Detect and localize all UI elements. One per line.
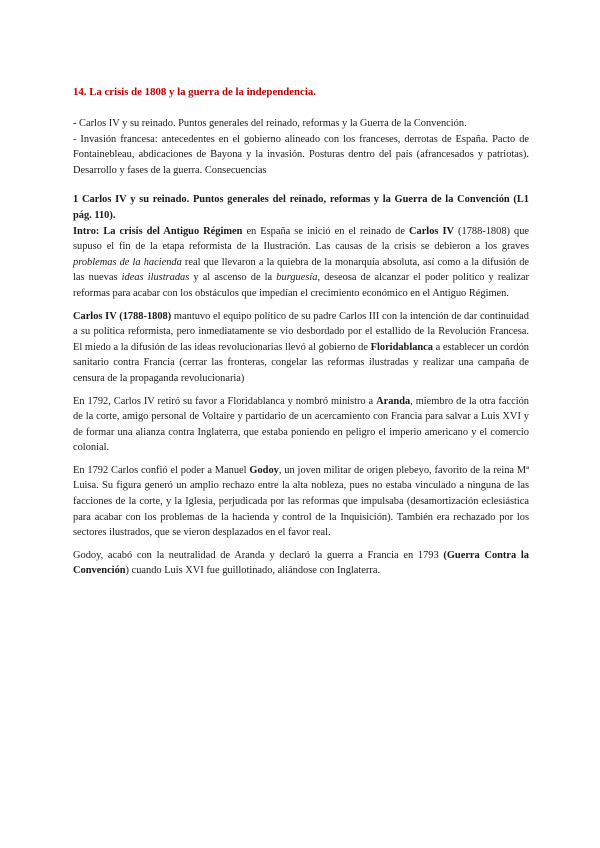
godoy-term: Godoy bbox=[249, 464, 279, 476]
text: a establecer un cordón sanitario contra Francia (cerrar las fronteras, congelar las reformas ilustradas y realizar una campaña de censura de la propaganda revolucionaria) bbox=[73, 341, 529, 384]
section-heading: 1 Carlos IV y su reinado. Puntos generales del reinado, reformas y la Guerra de la Convención (L1 pág. 110). bbox=[73, 194, 529, 221]
summary-item: - Carlos IV y su reinado. Puntos generales del reinado, reformas y la Guerra de la Convención. bbox=[73, 118, 467, 129]
text: (1788-1808) que supuso el fin de la etapa reformista de la Ilustración. Las causas de la crisis se debieron a los graves bbox=[73, 225, 529, 253]
text: en España se inició en el reinado de bbox=[242, 225, 409, 237]
aranda-term: Aranda bbox=[376, 395, 411, 407]
text: , deseosa de alcanzar el poder político y realizar reformas para acabar con los obstáculos que impedían el crecimiento económico en el Antiguo Régimen. bbox=[73, 272, 529, 299]
text: ) cuando Luis XVI fue guillotinado, aliándose con Inglaterra. bbox=[125, 565, 381, 577]
text: y al ascenso de la bbox=[189, 272, 277, 284]
carlos-label: Carlos IV (1788-1808) bbox=[73, 310, 172, 322]
guerra-term: (Guerra Contra la Convención bbox=[73, 549, 530, 577]
burguesia-term: burguesía bbox=[276, 272, 318, 284]
text: En 1792, Carlos IV retiró su favor a Floridablanca y nombró ministro a bbox=[73, 395, 377, 407]
document-page bbox=[73, 84, 529, 586]
floridablanca-term: Floridablanca bbox=[370, 341, 433, 353]
text: Godoy, acabó con la neutralidad de Aranda y declaró la guerra a Francia en 1793 bbox=[73, 549, 444, 561]
text: , miembro de la otra facción de la corte, amigo personal de Voltaire y partidario de un acercamiento con Francia para salvar a Luis XVI y de formar una alianza contra Inglaterra, que estaba poniendo en peligro el imperio americano y el comercio colonial. bbox=[73, 395, 529, 454]
godoy-paragraph bbox=[73, 463, 529, 541]
summary-item: - Invasión francesa: antecedentes en el gobierno alineado con los franceses, derrotas de España. Pacto de Fontainebleau, abdicaciones de Bayona y la invasión. Posturas dentro del país (afrancesados y patriotas). Desarrollo y fases de la guerra. Consecuencias bbox=[73, 133, 529, 176]
aranda-paragraph bbox=[73, 394, 529, 456]
carlos-iv-term: Carlos IV bbox=[409, 225, 455, 237]
text: real que llevaron a la quiebra de la monarquía absoluta, así como a la difusión de las nuevas bbox=[73, 256, 529, 284]
intro-paragraph bbox=[73, 224, 529, 302]
problemas-term: problemas de la hacienda bbox=[73, 256, 182, 268]
ideas-term: ideas ilustradas bbox=[121, 272, 190, 284]
text: En 1792 Carlos confió el poder a Manuel bbox=[73, 464, 250, 476]
text: mantuvo el equipo político de su padre Carlos III con la intención de dar continuidad a su política reformista, pero inmediatamente se vio desbordado por el estallido de la Revolución Francesa. El miedo a la difusión de las ideas revolucionarias llevó al gobierno de bbox=[73, 310, 529, 353]
text: , un joven militar de origen plebeyo, favorito de la reina Mª Luisa. Su figura generó un amplio rechazo entre la alta nobleza, pues no estaba vinculado a ninguna de las facciones de la corte, y la Iglesia, perjudicada por las reformas que impulsaba (desamortización eclesiástica para acabar con los problemas de la hacienda y control de la Inquisición). También era rechazado por los sectores ilustrados, que se vieron desplazados en el favor real. bbox=[73, 464, 529, 539]
document-title: 14. La crisis de 1808 y la guerra de la independencia. bbox=[73, 86, 316, 98]
carlos-paragraph bbox=[73, 309, 529, 387]
intro-label: Intro: La crisis del Antiguo Régimen bbox=[73, 225, 243, 237]
topic-summary bbox=[73, 116, 529, 178]
guerra-paragraph bbox=[73, 548, 529, 579]
